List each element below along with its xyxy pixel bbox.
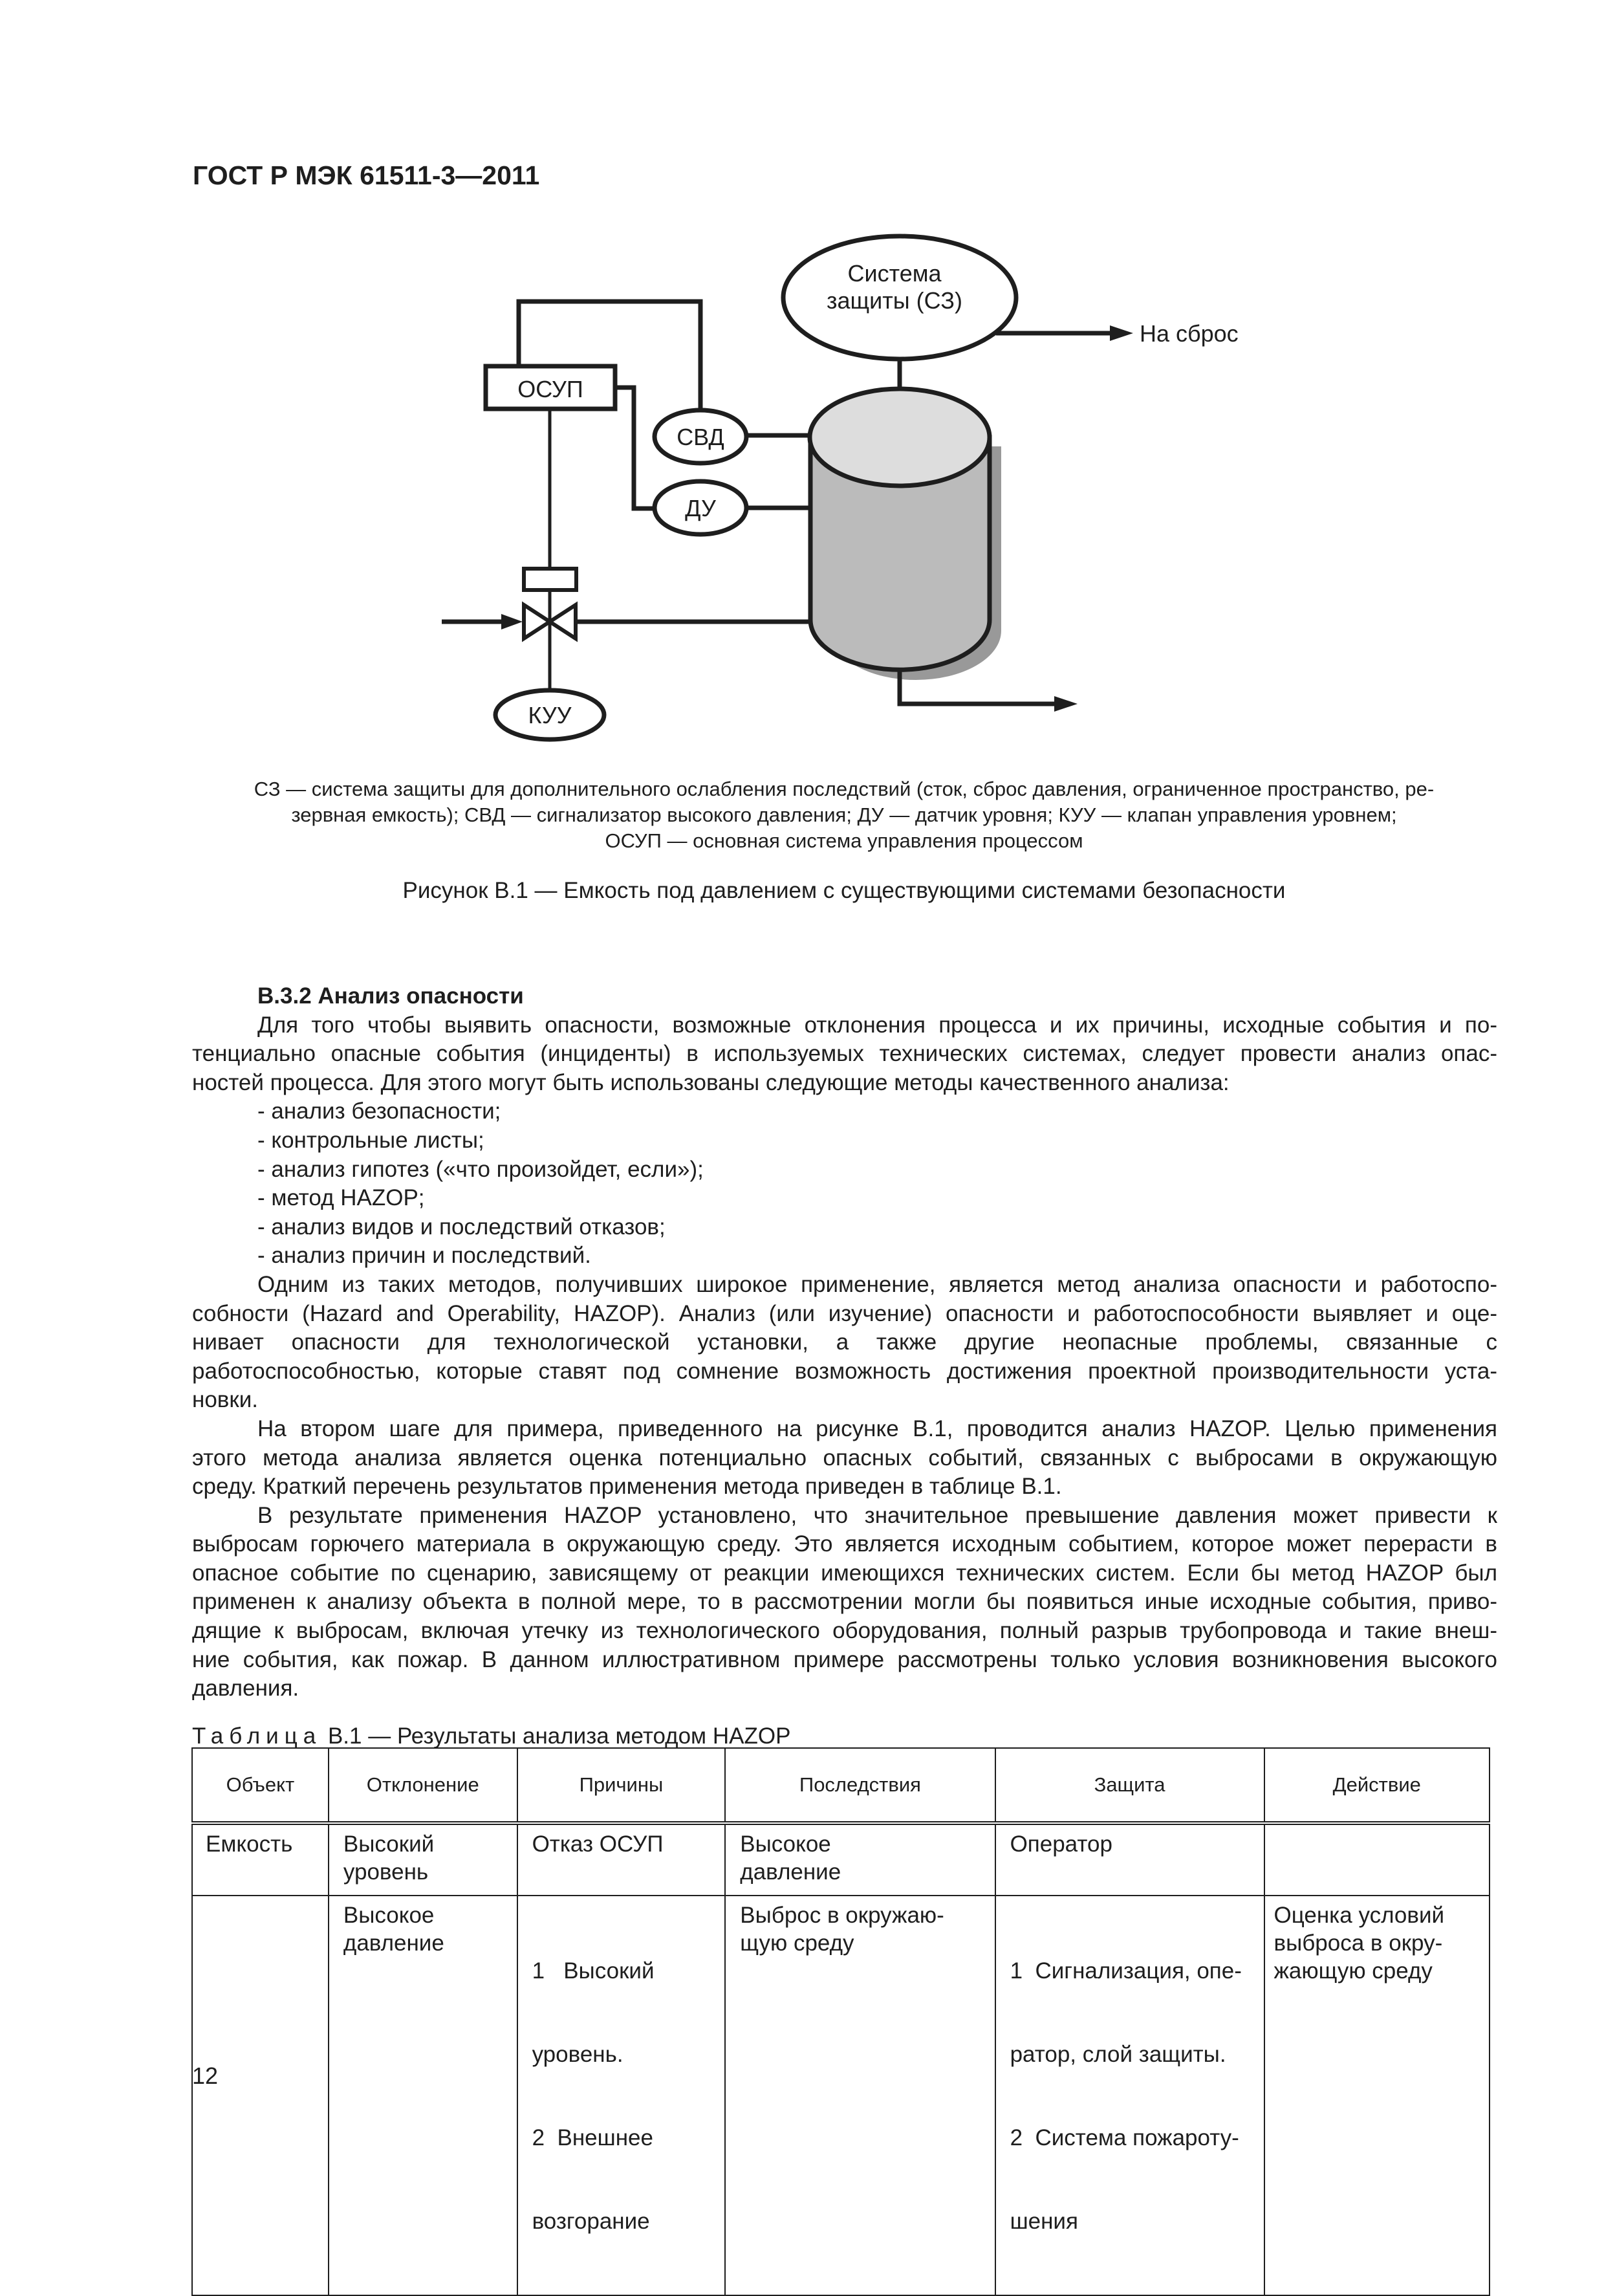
discharge-arrow <box>996 325 1133 341</box>
table-caption <box>192 1723 790 1749</box>
paragraph-line: опасное событие по сценарию, зависящему от реакции имеющихся технических систем. Если бы метод HAZOP был <box>192 1560 1497 1586</box>
cell-causes <box>517 1896 726 2295</box>
cell-action <box>1264 1823 1490 1896</box>
column-header-protection: Защита <box>995 1748 1264 1823</box>
cell-line: щую среду <box>740 1930 854 1956</box>
cell-protection <box>995 1896 1264 2295</box>
cell-line: Высокое <box>343 1903 435 1928</box>
bpcs-label: ОСУП <box>517 376 583 402</box>
protection-system-label-2: защиты (СЗ) <box>827 287 962 314</box>
cell-line: Высокий <box>343 1831 435 1857</box>
paragraph-line: дящие к выбросам, включая утечку из технологического оборудования, полный разрыв трубопровода и такие внеш- <box>192 1618 1497 1644</box>
method-list-item: - анализ гипотез («что произойдет, если»); <box>257 1156 704 1182</box>
paragraph-line: работоспособностью, которые ставят под сомнение возможность достижения проектной производительности уста- <box>192 1358 1497 1384</box>
hazop-results-table <box>191 1747 1490 2296</box>
cell-line: Выброс в окружаю- <box>740 1903 944 1928</box>
cell-consequences <box>725 1823 995 1896</box>
cell-line: выброса в окру- <box>1273 1930 1443 1956</box>
method-list-item: - анализ видов и последствий отказов; <box>257 1214 666 1240</box>
cell-text: Емкость <box>206 1831 293 1857</box>
cell-action <box>1264 1896 1490 2295</box>
paragraph-line: собности (Hazard and Operability, HAZOP). Анализ (или изучение) опасности и работоспособности выявляет и оце- <box>192 1300 1497 1326</box>
cell-line: ратор, слой защиты. <box>1010 2042 1226 2067</box>
cell-line: уровень <box>343 1859 429 1885</box>
paragraph-line: тенциально опасные события (инциденты) в используемых технических системах, следует провести анализ опас- <box>192 1041 1497 1067</box>
cell-object <box>192 1896 329 2295</box>
method-list-item: - метод HAZOP; <box>257 1185 425 1211</box>
method-list-item: - контрольные листы; <box>257 1127 484 1153</box>
cell-line: Отказ ОСУП <box>532 1831 664 1857</box>
cell-line: давление <box>740 1859 841 1885</box>
level-sensor-node <box>655 481 746 534</box>
section-heading: В.3.2 Анализ опасности <box>257 983 524 1009</box>
cell-causes <box>517 1823 726 1896</box>
valve-actuator <box>524 569 576 590</box>
cell-deviation <box>329 1823 517 1896</box>
paragraph-line: На втором шаге для примера, приведенного на рисунке В.1, проводится анализ HAZOP. Целью применения <box>257 1416 1497 1441</box>
cell-line: шения <box>1010 2209 1078 2234</box>
cell-line: возгорание <box>532 2209 650 2234</box>
bpcs-box <box>486 366 615 409</box>
column-header-object: Объект <box>192 1748 329 1823</box>
method-list-item: - анализ причин и последствий. <box>257 1243 591 1269</box>
table-caption-title: В.1 — Результаты анализа методом HAZOP <box>321 1723 791 1749</box>
paragraph-line: этого метода анализа является оценка потенциально опасных событий, связанных с выбросами в окружающую <box>192 1445 1497 1471</box>
column-header-causes: Причины <box>517 1748 726 1823</box>
cell-object <box>192 1823 329 1896</box>
section-b32 <box>192 982 1497 1703</box>
protection-system-node <box>783 236 1016 359</box>
cell-deviation <box>329 1896 517 2295</box>
paragraph-line: среду. Краткий перечень результатов применения метода приведен в таблице В.1. <box>192 1474 1062 1500</box>
table-caption-prefix: Таблица <box>192 1723 322 1749</box>
inlet-arrow <box>442 614 523 629</box>
column-header-deviation: Отклонение <box>329 1748 517 1823</box>
table-row <box>192 1896 1490 2295</box>
bpcs-to-level-sensor-line <box>616 388 655 508</box>
discharge-label: На сброс <box>1140 320 1239 347</box>
legend-line: ОСУП — основная система управления процессом <box>605 829 1083 852</box>
cell-line: Оператор <box>1010 1831 1112 1857</box>
method-list-item: - анализ безопасности; <box>257 1099 501 1124</box>
high-pressure-alarm-node <box>655 410 746 463</box>
legend-line: зервная емкость); СВД — сигнализатор высокого давления; ДУ — датчик уровня; КУУ — клапан управления уровнем; <box>291 804 1397 826</box>
figure-caption: Рисунок В.1 — Емкость под давлением с существующими системами безопасности <box>402 878 1286 903</box>
cell-line: уровень. <box>532 2042 623 2067</box>
cell-consequences <box>725 1896 995 2295</box>
figure-b1-diagram <box>0 0 1604 763</box>
table-header-row <box>192 1748 1490 1823</box>
standard-designation: ГОСТ Р МЭК 61511-3—2011 <box>193 160 540 190</box>
paragraph-line: ностей процесса. Для этого могут быть использованы следующие методы качественного анализа: <box>192 1069 1230 1095</box>
cell-protection <box>995 1823 1264 1896</box>
paragraph-line: новки. <box>192 1387 258 1413</box>
level-control-valve-node <box>495 690 604 739</box>
cell-line: Оценка условий <box>1273 1903 1445 1928</box>
legend-line: СЗ — система защиты для дополнительного ослабления последствий (сток, сброс давления, ограниченное пространство, ре- <box>254 778 1435 800</box>
cell-line: 2 Система пожароту- <box>1010 2125 1239 2150</box>
protection-system-label-1: Система <box>847 260 942 287</box>
paragraph-line: выбросам горючего материала в окружающую среду. Это является исходным событием, которое может перерасти в <box>192 1531 1497 1557</box>
level-control-valve-label: КУУ <box>528 702 572 728</box>
cell-line: 1 Высокий <box>532 1958 655 1984</box>
paragraph-line: давления. <box>192 1676 299 1701</box>
paragraph-line: Для того чтобы выявить опасности, возможные отклонения процесса и их причины, исходные события и по- <box>257 1012 1497 1038</box>
cell-line: давление <box>343 1930 444 1956</box>
paragraph-line: ние события, как пожар. В данном иллюстративном примере рассмотрены только условия возникновения высокого <box>192 1646 1497 1672</box>
paragraph-line: В результате применения HAZOP установлено, что значительное превышение давления может привести к <box>257 1502 1497 1528</box>
paragraph-line: Одним из таких методов, получивших широкое применение, является метод анализа опасности и работоспо- <box>257 1271 1497 1297</box>
column-header-action: Действие <box>1264 1748 1490 1823</box>
paragraph-line: применен к анализу объекта в полной мере, то в рассмотрении могли бы появиться иные исходные события, приво- <box>192 1589 1497 1615</box>
column-header-consequences: Последствия <box>725 1748 995 1823</box>
level-sensor-label: ДУ <box>685 495 716 521</box>
cell-line: 2 Внешнее <box>532 2125 653 2150</box>
pressure-vessel <box>810 389 990 670</box>
figure-legend <box>188 776 1501 854</box>
table-row <box>192 1823 1490 1896</box>
paragraph-line: нивает опасности для технологической установки, а также другие неопасные проблемы, связанные с <box>192 1329 1497 1355</box>
page-number: 12 <box>192 2062 219 2089</box>
high-pressure-alarm-label: СВД <box>677 424 724 450</box>
cell-line: 1 Сигнализация, опе- <box>1010 1958 1242 1984</box>
cell-line: жающую среду <box>1273 1958 1433 1984</box>
cell-line: Высокое <box>740 1831 831 1857</box>
